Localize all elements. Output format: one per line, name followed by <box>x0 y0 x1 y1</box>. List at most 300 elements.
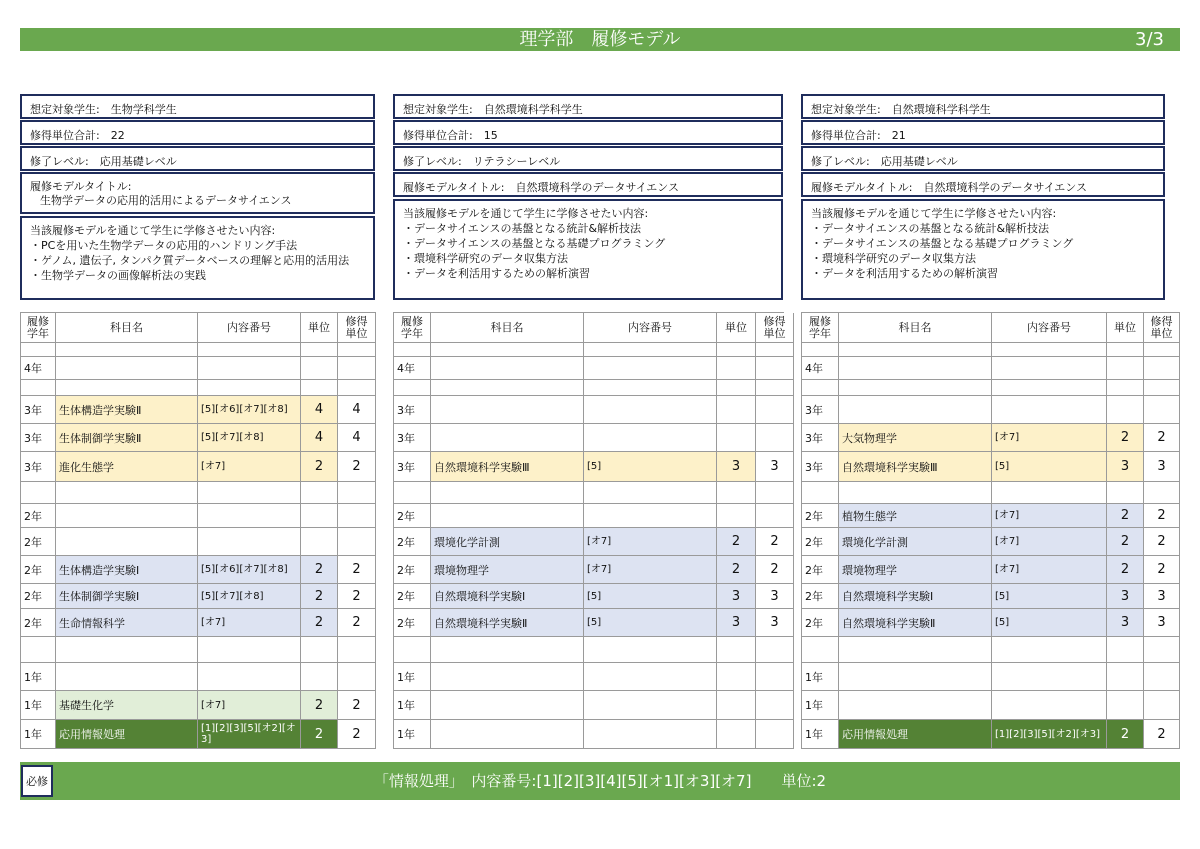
level-box <box>20 146 375 171</box>
content-code-cell: [5] <box>992 584 1107 609</box>
course-name-cell: 生体構造学実験Ⅱ <box>56 396 198 424</box>
content-code-cell: [オ7] <box>992 504 1107 528</box>
grade-cell: 1年 <box>802 691 839 720</box>
header-course: 科目名 <box>431 313 584 343</box>
total-box <box>20 120 375 145</box>
earned-units-cell <box>338 380 376 396</box>
course-name-cell <box>431 691 584 720</box>
content-box <box>393 199 783 300</box>
content-item: ・データサイエンスの基盤となる統計&解析技法 <box>403 222 642 235</box>
grade-cell: 3年 <box>394 452 431 482</box>
earned-units-cell <box>756 637 794 663</box>
units-cell: 2 <box>1107 528 1144 556</box>
course-name-cell: 自然環境科学実験Ⅰ <box>431 584 584 609</box>
grade-cell: 2年 <box>802 528 839 556</box>
content-code-cell <box>584 396 717 424</box>
course-name-cell: 大気物理学 <box>839 424 992 452</box>
earned-units-cell: 3 <box>1144 609 1180 637</box>
header-units: 単位 <box>301 313 338 343</box>
earned-units-cell: 2 <box>1144 556 1180 584</box>
course-name-cell: 応用情報処理 <box>839 720 992 749</box>
units-cell: 2 <box>301 584 338 609</box>
content-code-cell <box>198 482 301 504</box>
content-code-cell: [5][オ6][オ7][オ8] <box>198 556 301 584</box>
earned-units-cell <box>756 504 794 528</box>
grade-cell <box>802 637 839 663</box>
header-units: 単位 <box>1107 313 1144 343</box>
grade-cell: 3年 <box>802 424 839 452</box>
content-code-cell <box>584 637 717 663</box>
grade-cell: 2年 <box>802 556 839 584</box>
course-name-cell: 自然環境科学実験Ⅰ <box>839 584 992 609</box>
earned-units-cell: 3 <box>756 584 794 609</box>
content-code-cell <box>584 720 717 749</box>
content-code-cell: [5] <box>992 452 1107 482</box>
header-course: 科目名 <box>56 313 198 343</box>
target-text: 想定対象学生: 自然環境科学科学生 <box>403 103 583 116</box>
target-text: 想定対象学生: 自然環境科学科学生 <box>811 103 991 116</box>
earned-units-cell <box>756 482 794 504</box>
content-code-cell: [5] <box>584 452 717 482</box>
units-cell <box>717 691 756 720</box>
content-code-cell: [1][2][3][5][オ2][オ3] <box>992 720 1107 749</box>
content-code-cell <box>584 424 717 452</box>
earned-units-cell: 2 <box>338 691 376 720</box>
units-cell: 2 <box>1107 556 1144 584</box>
earned-units-cell <box>756 691 794 720</box>
level-text: 修了レベル: 応用基礎レベル <box>30 155 177 168</box>
earned-units-cell: 2 <box>1144 720 1180 749</box>
grade-cell: 2年 <box>802 584 839 609</box>
units-cell <box>301 357 338 380</box>
earned-units-cell: 3 <box>1144 452 1180 482</box>
earned-units-cell: 2 <box>338 609 376 637</box>
model-title-box <box>801 172 1165 197</box>
earned-units-cell <box>756 357 794 380</box>
content-item: ・データを利活用するための解析演習 <box>811 267 998 280</box>
units-cell <box>717 357 756 380</box>
units-cell: 2 <box>301 556 338 584</box>
content-item: ・データを利活用するための解析演習 <box>403 267 590 280</box>
earned-units-cell: 3 <box>756 609 794 637</box>
grade-cell <box>21 637 56 663</box>
content-box <box>20 216 375 300</box>
units-cell <box>1107 663 1144 691</box>
total-text: 修得単位合計: 21 <box>811 129 906 142</box>
units-cell <box>1107 637 1144 663</box>
earned-units-cell: 2 <box>338 452 376 482</box>
units-cell: 3 <box>1107 584 1144 609</box>
model-title-text: 生物学データの応用的活用によるデータサイエンス <box>40 194 292 207</box>
content-code-cell <box>584 357 717 380</box>
content-code-cell <box>584 380 717 396</box>
earned-units-cell <box>338 482 376 504</box>
course-name-cell <box>56 504 198 528</box>
content-code-cell <box>992 637 1107 663</box>
content-box <box>801 199 1165 300</box>
course-name-cell <box>56 482 198 504</box>
grade-cell: 2年 <box>394 609 431 637</box>
content-item: ・データサイエンスの基盤となる基礎プログラミング <box>403 237 666 250</box>
earned-units-cell <box>338 663 376 691</box>
units-cell <box>717 482 756 504</box>
content-code-cell <box>584 663 717 691</box>
course-name-cell <box>56 637 198 663</box>
units-cell <box>1107 482 1144 504</box>
grade-cell: 1年 <box>802 720 839 749</box>
grade-cell: 3年 <box>802 452 839 482</box>
earned-units-cell: 2 <box>756 528 794 556</box>
units-cell: 3 <box>1107 452 1144 482</box>
header-earned: 修得単位 <box>756 313 794 343</box>
grade-cell <box>802 380 839 396</box>
earned-units-cell <box>1144 343 1180 357</box>
course-name-cell <box>839 357 992 380</box>
earned-units-cell: 2 <box>338 584 376 609</box>
earned-units-cell <box>338 637 376 663</box>
earned-units-cell <box>756 720 794 749</box>
grade-cell: 2年 <box>21 609 56 637</box>
grade-cell: 2年 <box>21 528 56 556</box>
units-cell <box>717 380 756 396</box>
units-cell: 2 <box>1107 504 1144 528</box>
earned-units-cell <box>338 504 376 528</box>
content-code-cell <box>992 357 1107 380</box>
earned-units-cell <box>1144 482 1180 504</box>
content-code-cell: [5][オ6][オ7][オ8] <box>198 396 301 424</box>
target-box <box>393 94 783 119</box>
units-cell <box>717 504 756 528</box>
grade-cell: 2年 <box>394 528 431 556</box>
grade-cell: 2年 <box>802 609 839 637</box>
course-name-cell <box>56 343 198 357</box>
course-name-cell <box>431 380 584 396</box>
content-code-cell: [オ7] <box>584 556 717 584</box>
header-course: 科目名 <box>839 313 992 343</box>
content-item: ・PCを用いた生物学データの応用的ハンドリング手法 <box>30 239 298 252</box>
header-grade: 履修学年 <box>802 313 839 343</box>
units-cell <box>301 663 338 691</box>
target-box <box>20 94 375 119</box>
grade-cell: 1年 <box>21 720 56 749</box>
content-label: 当該履修モデルを通じて学生に学修させたい内容: <box>30 224 276 237</box>
units-cell <box>1107 396 1144 424</box>
grade-cell <box>21 482 56 504</box>
grade-cell: 2年 <box>21 584 56 609</box>
units-cell: 2 <box>1107 424 1144 452</box>
content-code-cell <box>198 380 301 396</box>
units-cell <box>301 343 338 357</box>
total-text: 修得単位合計: 22 <box>30 129 125 142</box>
earned-units-cell: 2 <box>1144 424 1180 452</box>
content-label: 当該履修モデルを通じて学生に学修させたい内容: <box>403 207 649 220</box>
header-units: 単位 <box>717 313 756 343</box>
units-cell <box>1107 357 1144 380</box>
earned-units-cell: 2 <box>1144 528 1180 556</box>
units-cell: 2 <box>301 691 338 720</box>
grade-cell: 2年 <box>394 504 431 528</box>
course-name-cell <box>56 528 198 556</box>
course-name-cell <box>431 637 584 663</box>
course-name-cell <box>839 637 992 663</box>
course-name-cell <box>56 663 198 691</box>
grade-cell: 2年 <box>394 556 431 584</box>
course-name-cell <box>56 357 198 380</box>
content-code-cell: [5] <box>992 609 1107 637</box>
header-content: 内容番号 <box>992 313 1107 343</box>
header-content: 内容番号 <box>584 313 717 343</box>
course-name-cell <box>839 691 992 720</box>
units-cell <box>301 637 338 663</box>
content-item: ・環境科学研究のデータ収集方法 <box>403 252 568 265</box>
header-earned: 修得単位 <box>338 313 376 343</box>
content-code-cell: [オ7] <box>992 528 1107 556</box>
footer-text: 「情報処理」 内容番号:[1][2][3][4][5][オ1][オ3][オ7] 単位:2 <box>373 772 827 790</box>
content-code-cell: [オ7] <box>992 556 1107 584</box>
earned-units-cell <box>338 528 376 556</box>
earned-units-cell <box>338 343 376 357</box>
units-cell: 3 <box>1107 609 1144 637</box>
grade-cell <box>394 482 431 504</box>
grade-cell <box>21 343 56 357</box>
grade-cell <box>394 637 431 663</box>
course-name-cell <box>431 720 584 749</box>
course-name-cell: 環境化学計測 <box>839 528 992 556</box>
units-cell: 2 <box>717 556 756 584</box>
header-content: 内容番号 <box>198 313 301 343</box>
course-name-cell: 応用情報処理 <box>56 720 198 749</box>
earned-units-cell: 3 <box>756 452 794 482</box>
course-name-cell: 自然環境科学実験Ⅱ <box>839 609 992 637</box>
grade-cell: 1年 <box>802 663 839 691</box>
grade-cell: 1年 <box>394 720 431 749</box>
content-code-cell: [1][2][3][5][オ2][オ3] <box>198 720 301 749</box>
grade-cell: 4年 <box>802 357 839 380</box>
course-name-cell <box>431 482 584 504</box>
content-item: ・生物学データの画像解析法の実践 <box>30 269 206 282</box>
units-cell: 2 <box>301 720 338 749</box>
units-cell <box>1107 343 1144 357</box>
total-text: 修得単位合計: 15 <box>403 129 498 142</box>
course-name-cell: 自然環境科学実験Ⅲ <box>431 452 584 482</box>
content-code-cell <box>198 504 301 528</box>
course-name-cell <box>839 380 992 396</box>
course-name-cell <box>431 504 584 528</box>
course-name-cell: 生命情報科学 <box>56 609 198 637</box>
grade-cell: 2年 <box>394 584 431 609</box>
earned-units-cell <box>1144 396 1180 424</box>
grade-cell: 4年 <box>21 357 56 380</box>
units-cell: 4 <box>301 396 338 424</box>
units-cell <box>301 528 338 556</box>
grade-cell: 3年 <box>21 452 56 482</box>
content-code-cell <box>992 343 1107 357</box>
course-name-cell <box>431 343 584 357</box>
course-name-cell: 生体制御学実験Ⅱ <box>56 424 198 452</box>
content-code-cell: [5][オ7][オ8] <box>198 584 301 609</box>
units-cell <box>717 396 756 424</box>
content-code-cell: [5] <box>584 584 717 609</box>
units-cell <box>301 380 338 396</box>
units-cell <box>1107 691 1144 720</box>
content-code-cell <box>198 663 301 691</box>
content-code-cell: [5] <box>584 609 717 637</box>
content-code-cell <box>992 482 1107 504</box>
units-cell: 4 <box>301 424 338 452</box>
units-cell <box>717 663 756 691</box>
model-title-box <box>20 172 375 214</box>
grade-cell: 1年 <box>21 691 56 720</box>
target-box <box>801 94 1165 119</box>
earned-units-cell: 4 <box>338 424 376 452</box>
units-cell: 3 <box>717 609 756 637</box>
course-name-cell: 生体制御学実験Ⅰ <box>56 584 198 609</box>
units-cell <box>301 504 338 528</box>
units-cell <box>717 343 756 357</box>
header-grade: 履修学年 <box>394 313 431 343</box>
units-cell: 2 <box>717 528 756 556</box>
page-header <box>20 28 1180 51</box>
content-code-cell: [5][オ7][オ8] <box>198 424 301 452</box>
units-cell <box>301 482 338 504</box>
grade-cell <box>802 343 839 357</box>
content-code-cell <box>198 528 301 556</box>
page-number: 3/3 <box>1135 29 1164 50</box>
level-box <box>393 146 783 171</box>
content-item: ・データサイエンスの基盤となる基礎プログラミング <box>811 237 1074 250</box>
grade-cell <box>394 343 431 357</box>
content-code-cell <box>992 380 1107 396</box>
units-cell: 3 <box>717 584 756 609</box>
grade-cell <box>21 380 56 396</box>
course-name-cell <box>839 663 992 691</box>
content-code-cell <box>584 482 717 504</box>
grade-cell: 1年 <box>21 663 56 691</box>
grade-cell: 3年 <box>21 396 56 424</box>
earned-units-cell <box>1144 357 1180 380</box>
header-grade: 履修学年 <box>21 313 56 343</box>
grade-cell <box>394 380 431 396</box>
grade-cell: 3年 <box>394 396 431 424</box>
earned-units-cell: 2 <box>338 720 376 749</box>
units-cell: 2 <box>1107 720 1144 749</box>
course-name-cell: 自然環境科学実験Ⅱ <box>431 609 584 637</box>
content-code-cell <box>198 343 301 357</box>
earned-units-cell <box>338 357 376 380</box>
total-box <box>393 120 783 145</box>
earned-units-cell <box>1144 380 1180 396</box>
earned-units-cell <box>1144 691 1180 720</box>
course-name-cell: 自然環境科学実験Ⅲ <box>839 452 992 482</box>
grade-cell: 3年 <box>394 424 431 452</box>
earned-units-cell <box>756 380 794 396</box>
content-label: 当該履修モデルを通じて学生に学修させたい内容: <box>811 207 1057 220</box>
content-code-cell <box>584 343 717 357</box>
content-item: ・環境科学研究のデータ収集方法 <box>811 252 976 265</box>
model-title-label: 履修モデルタイトル: 自然環境科学のデータサイエンス <box>811 181 1087 194</box>
header-earned: 修得単位 <box>1144 313 1180 343</box>
content-item: ・データサイエンスの基盤となる統計&解析技法 <box>811 222 1050 235</box>
level-text: 修了レベル: リテラシーレベル <box>403 155 561 168</box>
target-text: 想定対象学生: 生物学科学生 <box>30 103 177 116</box>
content-code-cell: [オ7] <box>198 609 301 637</box>
model-title-label: 履修モデルタイトル: <box>30 180 132 193</box>
grade-cell: 2年 <box>21 504 56 528</box>
course-name-cell: 植物生態学 <box>839 504 992 528</box>
course-name-cell <box>56 380 198 396</box>
grade-cell: 1年 <box>394 663 431 691</box>
units-cell: 2 <box>301 609 338 637</box>
earned-units-cell: 4 <box>338 396 376 424</box>
grade-cell: 4年 <box>394 357 431 380</box>
content-code-cell <box>992 663 1107 691</box>
earned-units-cell: 3 <box>1144 584 1180 609</box>
model-title-box <box>393 172 783 197</box>
earned-units-cell <box>756 343 794 357</box>
content-item: ・ゲノム, 遺伝子, タンパク質データベースの理解と応用的活用法 <box>30 254 350 267</box>
level-text: 修了レベル: 応用基礎レベル <box>811 155 958 168</box>
model-title-label: 履修モデルタイトル: 自然環境科学のデータサイエンス <box>403 181 679 194</box>
course-name-cell: 環境物理学 <box>431 556 584 584</box>
course-name-cell: 環境化学計測 <box>431 528 584 556</box>
course-name-cell: 進化生態学 <box>56 452 198 482</box>
earned-units-cell <box>1144 663 1180 691</box>
content-code-cell: [オ7] <box>992 424 1107 452</box>
level-box <box>801 146 1165 171</box>
content-code-cell: [オ7] <box>198 452 301 482</box>
page-title: 理学部 履修モデル <box>519 29 681 50</box>
grade-cell: 3年 <box>802 396 839 424</box>
units-cell: 2 <box>301 452 338 482</box>
course-name-cell <box>431 424 584 452</box>
units-cell: 3 <box>717 452 756 482</box>
earned-units-cell <box>1144 637 1180 663</box>
units-cell <box>717 637 756 663</box>
total-box <box>801 120 1165 145</box>
grade-cell: 3年 <box>21 424 56 452</box>
required-badge: 必修 <box>21 765 53 797</box>
grade-cell: 2年 <box>802 504 839 528</box>
earned-units-cell: 2 <box>1144 504 1180 528</box>
grade-cell <box>802 482 839 504</box>
grade-cell: 1年 <box>394 691 431 720</box>
course-name-cell <box>839 396 992 424</box>
content-code-cell <box>198 637 301 663</box>
content-code-cell <box>584 691 717 720</box>
course-name-cell <box>431 663 584 691</box>
earned-units-cell <box>756 424 794 452</box>
earned-units-cell <box>756 663 794 691</box>
content-code-cell <box>992 396 1107 424</box>
footer-bar <box>20 762 1180 800</box>
content-code-cell <box>584 504 717 528</box>
earned-units-cell: 2 <box>756 556 794 584</box>
course-name-cell: 環境物理学 <box>839 556 992 584</box>
units-cell <box>717 720 756 749</box>
units-cell <box>717 424 756 452</box>
course-name-cell <box>431 396 584 424</box>
earned-units-cell: 2 <box>338 556 376 584</box>
earned-units-cell <box>756 396 794 424</box>
content-code-cell: [オ7] <box>198 691 301 720</box>
units-cell <box>1107 380 1144 396</box>
grade-cell: 2年 <box>21 556 56 584</box>
content-code-cell: [オ7] <box>584 528 717 556</box>
course-name-cell: 生体構造学実験Ⅰ <box>56 556 198 584</box>
content-code-cell <box>992 691 1107 720</box>
course-name-cell <box>839 482 992 504</box>
course-name-cell <box>431 357 584 380</box>
